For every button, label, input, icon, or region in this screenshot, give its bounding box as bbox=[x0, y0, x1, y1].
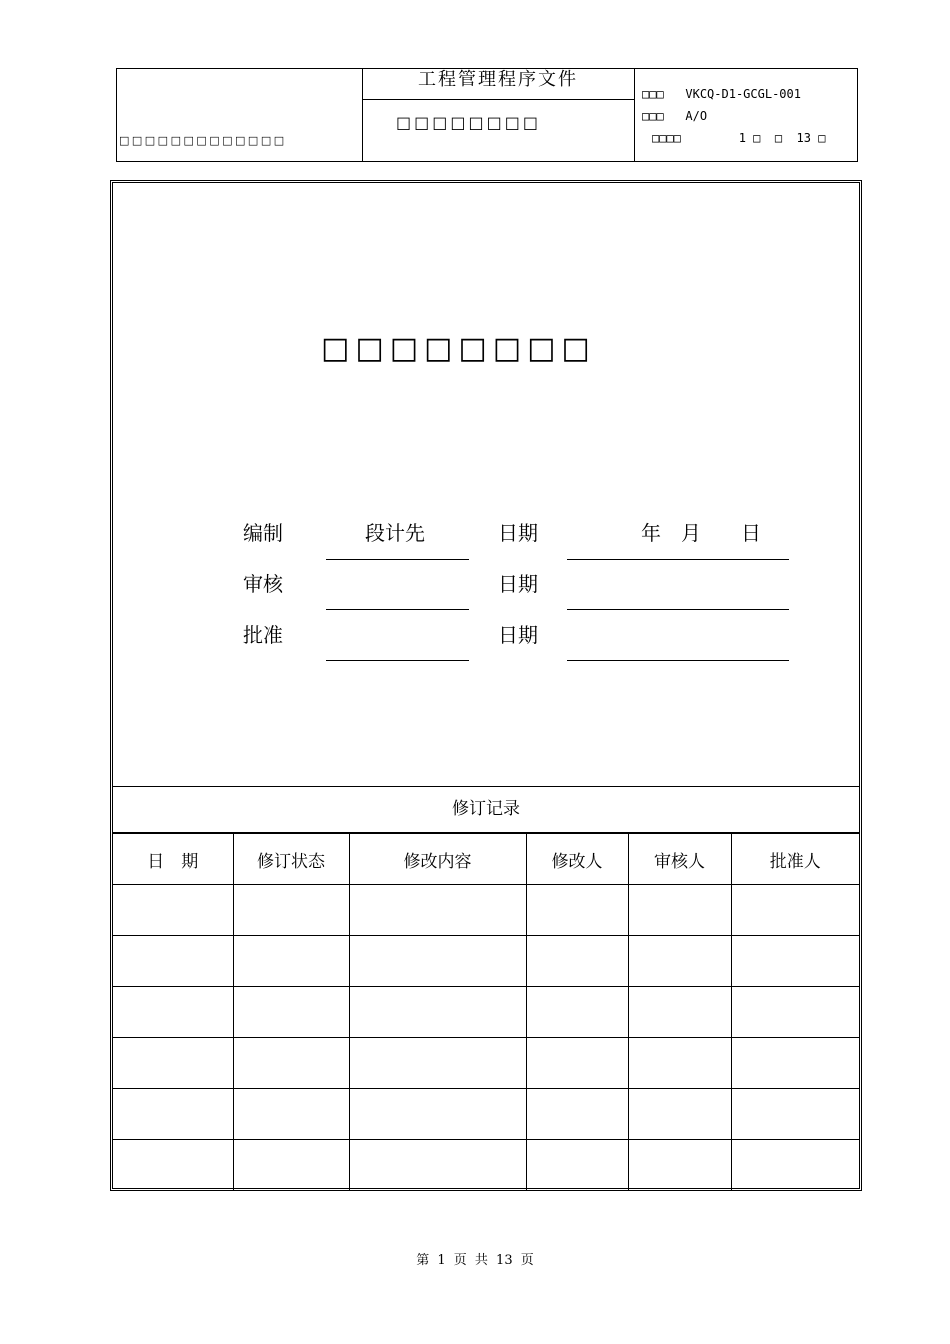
table-cell bbox=[526, 1140, 628, 1191]
date-label-compile: 日期 bbox=[498, 521, 538, 545]
doc-version-label: □□□ bbox=[642, 109, 664, 123]
doc-category: 工程管理程序文件 bbox=[362, 69, 634, 100]
doc-page-num: 1 bbox=[738, 131, 746, 145]
table-cell bbox=[113, 1140, 233, 1191]
doc-code-row bbox=[642, 87, 801, 101]
table-cell bbox=[526, 885, 628, 936]
table-row bbox=[113, 987, 859, 1038]
table-cell bbox=[731, 987, 859, 1038]
header-meta-cell bbox=[634, 69, 857, 161]
header-company-cell bbox=[117, 69, 363, 161]
compile-underline bbox=[326, 559, 469, 560]
table-cell bbox=[526, 1089, 628, 1140]
table-cell bbox=[349, 885, 526, 936]
table-cell bbox=[526, 987, 628, 1038]
page-sep-1: □ bbox=[753, 131, 761, 145]
company-name: □□□□□□□□□□□□□ bbox=[119, 134, 287, 147]
review-label: 审核 bbox=[243, 572, 283, 596]
table-cell bbox=[628, 885, 731, 936]
col-approver: 批准人 bbox=[731, 834, 859, 885]
table-cell bbox=[349, 1140, 526, 1191]
doc-page-label: □□□□ bbox=[652, 131, 681, 145]
review-underline bbox=[326, 609, 469, 610]
doc-code-label: □□□ bbox=[642, 87, 664, 101]
page-footer: 第 1 页 共 13 页 bbox=[416, 1253, 534, 1268]
table-cell bbox=[526, 1038, 628, 1089]
doc-version-row bbox=[642, 109, 707, 123]
table-row bbox=[113, 1089, 859, 1140]
doc-version-value: A/O bbox=[685, 109, 708, 123]
table-row bbox=[113, 1140, 859, 1191]
date-value-compile: 年 月 日 bbox=[641, 521, 761, 545]
cover-frame bbox=[110, 180, 862, 1191]
compile-date-underline bbox=[567, 559, 789, 560]
table-row bbox=[113, 1038, 859, 1089]
col-reviewer: 审核人 bbox=[628, 834, 731, 885]
table-cell bbox=[233, 987, 349, 1038]
table-cell bbox=[233, 885, 349, 936]
page-sep-2: □ bbox=[774, 131, 783, 145]
doc-page-total: 13 bbox=[796, 131, 811, 145]
document-header bbox=[116, 68, 858, 162]
table-cell bbox=[731, 1089, 859, 1140]
table-cell bbox=[113, 1038, 233, 1089]
table-cell bbox=[349, 1038, 526, 1089]
table-cell bbox=[349, 1089, 526, 1140]
table-cell bbox=[113, 1089, 233, 1140]
compile-label: 编制 bbox=[243, 521, 283, 545]
approve-date-underline bbox=[567, 660, 789, 661]
table-cell bbox=[233, 1140, 349, 1191]
approve-underline bbox=[326, 660, 469, 661]
table-cell bbox=[628, 936, 731, 987]
col-status: 修订状态 bbox=[233, 834, 349, 885]
revision-record bbox=[113, 787, 859, 1190]
table-cell bbox=[233, 1089, 349, 1140]
date-label-approve: 日期 bbox=[498, 623, 538, 647]
table-cell bbox=[113, 936, 233, 987]
table-cell bbox=[113, 885, 233, 936]
revision-header-row bbox=[113, 834, 859, 885]
date-label-review: 日期 bbox=[498, 572, 538, 596]
table-cell bbox=[628, 1089, 731, 1140]
table-cell bbox=[731, 936, 859, 987]
doc-page-row bbox=[652, 131, 825, 145]
table-cell bbox=[349, 987, 526, 1038]
cover-title: □□□□□□□□ bbox=[321, 331, 596, 366]
col-date: 日 期 bbox=[113, 834, 233, 885]
doc-code-value: VKCQ-D1-GCGL-001 bbox=[685, 87, 801, 101]
table-cell bbox=[349, 936, 526, 987]
compile-name: 段计先 bbox=[365, 521, 425, 545]
table-cell bbox=[233, 1038, 349, 1089]
table-cell bbox=[628, 1140, 731, 1191]
revision-title: 修订记录 bbox=[113, 787, 859, 833]
table-cell bbox=[731, 1038, 859, 1089]
header-title-cell bbox=[362, 69, 635, 161]
col-modifier: 修改人 bbox=[526, 834, 628, 885]
col-content: 修改内容 bbox=[349, 834, 526, 885]
page-sep-3: □ bbox=[818, 131, 826, 145]
table-cell bbox=[113, 987, 233, 1038]
review-date-underline bbox=[567, 609, 789, 610]
table-cell bbox=[628, 1038, 731, 1089]
doc-name-box: □□□□□□□□ bbox=[396, 113, 541, 132]
table-row bbox=[113, 885, 859, 936]
table-cell bbox=[526, 936, 628, 987]
revision-table bbox=[113, 833, 859, 1190]
table-row bbox=[113, 936, 859, 987]
table-cell bbox=[731, 1140, 859, 1191]
table-cell bbox=[628, 987, 731, 1038]
table-cell bbox=[731, 885, 859, 936]
approve-label: 批准 bbox=[243, 623, 283, 647]
table-cell bbox=[233, 936, 349, 987]
